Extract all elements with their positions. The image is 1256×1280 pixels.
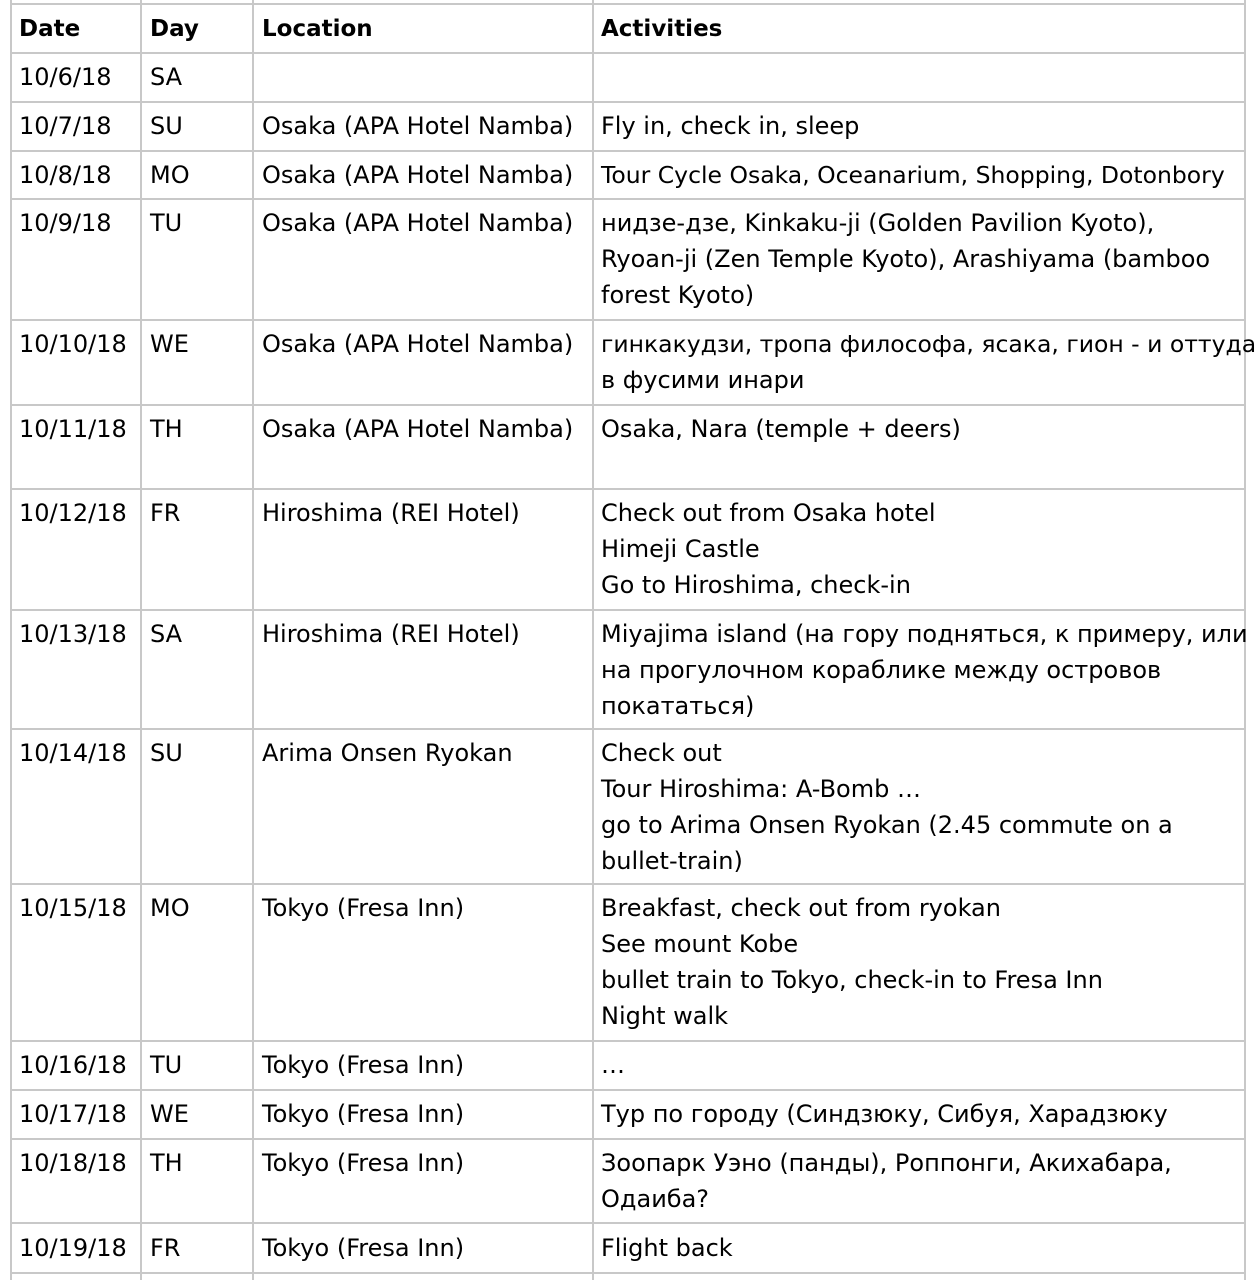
activity-line: Тур по городу (Синдзюку, Сибуя, Харадзюку <box>601 1100 1168 1128</box>
activity-line: Check out from Osaka hotel <box>601 499 936 527</box>
activity-line: … <box>601 1051 625 1079</box>
day-cell: FR <box>150 1234 181 1262</box>
day-cell: TH <box>150 415 183 443</box>
date-cell: 10/9/18 <box>19 209 112 237</box>
activity-line: bullet train to Tokyo, check-in to Fresa Inn <box>601 966 1103 994</box>
column-border <box>140 0 142 1280</box>
activity-line: в фусими инари <box>601 366 805 394</box>
activity-line: bullet-train) <box>601 847 743 875</box>
row-border <box>10 319 1246 321</box>
activity-line: Ryoan-ji (Zen Temple Kyoto), Arashiyama (bamboo <box>601 245 1211 273</box>
location-cell: Tokyo (Fresa Inn) <box>262 1100 465 1128</box>
activity-line: покататься) <box>601 692 755 720</box>
date-cell: 10/12/18 <box>19 499 127 527</box>
day-cell: FR <box>150 499 181 527</box>
row-border <box>10 198 1246 200</box>
date-cell: 10/17/18 <box>19 1100 127 1128</box>
activity-line: Night walk <box>601 1002 729 1030</box>
activity-line: Check out <box>601 739 722 767</box>
row-border <box>10 1089 1246 1091</box>
date-cell: 10/18/18 <box>19 1149 127 1177</box>
day-cell: WE <box>150 1100 189 1128</box>
day-cell: WE <box>150 330 189 358</box>
row-border <box>10 728 1246 730</box>
location-cell: Arima Onsen Ryokan <box>262 739 513 767</box>
activity-line: Tour Hiroshima: A-Bomb … <box>601 775 921 803</box>
column-border <box>252 0 254 1280</box>
day-cell: SA <box>150 620 183 648</box>
row-border <box>10 52 1246 54</box>
header-activities: Activities <box>601 16 723 42</box>
activity-line: Fly in, check in, sleep <box>601 112 860 140</box>
date-cell: 10/6/18 <box>19 63 112 91</box>
day-cell: TH <box>150 1149 183 1177</box>
location-cell: Osaka (APA Hotel Namba) <box>262 330 574 358</box>
row-border <box>10 1272 1246 1274</box>
day-cell: SU <box>150 112 183 140</box>
date-cell: 10/8/18 <box>19 161 112 189</box>
activity-line: гинкакудзи, тропа философа, ясака, гион - и оттуда <box>601 330 1256 358</box>
activity-line: Tour Cycle Osaka, Oceanarium, Shopping, Dotonbory <box>601 161 1225 189</box>
activity-line: нидзе-дзе, Kinkaku-ji (Golden Pavilion Kyoto), <box>601 209 1155 237</box>
row-border <box>10 1222 1246 1224</box>
activity-line: go to Arima Onsen Ryokan (2.45 commute on a <box>601 811 1173 839</box>
date-cell: 10/14/18 <box>19 739 127 767</box>
date-cell: 10/15/18 <box>19 894 127 922</box>
date-cell: 10/7/18 <box>19 112 112 140</box>
column-border <box>10 0 12 1280</box>
row-border <box>10 150 1246 152</box>
location-cell: Tokyo (Fresa Inn) <box>262 1051 465 1079</box>
location-cell: Tokyo (Fresa Inn) <box>262 894 465 922</box>
date-cell: 10/10/18 <box>19 330 127 358</box>
header-day: Day <box>150 16 199 42</box>
row-border <box>10 404 1246 406</box>
date-cell: 10/11/18 <box>19 415 127 443</box>
row-border <box>10 3 1246 5</box>
location-cell: Hiroshima (REI Hotel) <box>262 620 520 648</box>
location-cell: Hiroshima (REI Hotel) <box>262 499 520 527</box>
activity-line: на прогулочном кораблике между островов <box>601 656 1162 684</box>
location-cell: Osaka (APA Hotel Namba) <box>262 209 574 237</box>
location-cell: Osaka (APA Hotel Namba) <box>262 112 574 140</box>
activity-line: See mount Kobe <box>601 930 799 958</box>
activity-line: Одаиба? <box>601 1185 710 1213</box>
activity-line: Flight back <box>601 1234 733 1262</box>
activity-line: forest Kyoto) <box>601 281 755 309</box>
day-cell: MO <box>150 161 190 189</box>
location-cell: Tokyo (Fresa Inn) <box>262 1149 465 1177</box>
activity-line: Go to Hiroshima, check-in <box>601 571 911 599</box>
activity-line: Miyajima island (на гору подняться, к примеру, или <box>601 620 1248 648</box>
date-cell: 10/19/18 <box>19 1234 127 1262</box>
header-location: Location <box>262 16 373 42</box>
location-cell: Tokyo (Fresa Inn) <box>262 1234 465 1262</box>
row-border <box>10 488 1246 490</box>
day-cell: TU <box>150 1051 183 1079</box>
day-cell: SU <box>150 739 183 767</box>
activity-line: Breakfast, check out from ryokan <box>601 894 1001 922</box>
location-cell: Osaka (APA Hotel Namba) <box>262 161 574 189</box>
row-border <box>10 883 1246 885</box>
row-border <box>10 101 1246 103</box>
day-cell: MO <box>150 894 190 922</box>
row-border <box>10 609 1246 611</box>
activity-line: Himeji Castle <box>601 535 760 563</box>
location-cell: Osaka (APA Hotel Namba) <box>262 415 574 443</box>
day-cell: TU <box>150 209 183 237</box>
row-border <box>10 1138 1246 1140</box>
day-cell: SA <box>150 63 183 91</box>
activity-line: Зоопарк Уэно (панды), Роппонги, Акихабара, <box>601 1149 1172 1177</box>
row-border <box>10 1040 1246 1042</box>
activity-line: Osaka, Nara (temple + deers) <box>601 415 961 443</box>
column-border <box>592 0 594 1280</box>
date-cell: 10/16/18 <box>19 1051 127 1079</box>
date-cell: 10/13/18 <box>19 620 127 648</box>
header-date: Date <box>19 16 81 42</box>
